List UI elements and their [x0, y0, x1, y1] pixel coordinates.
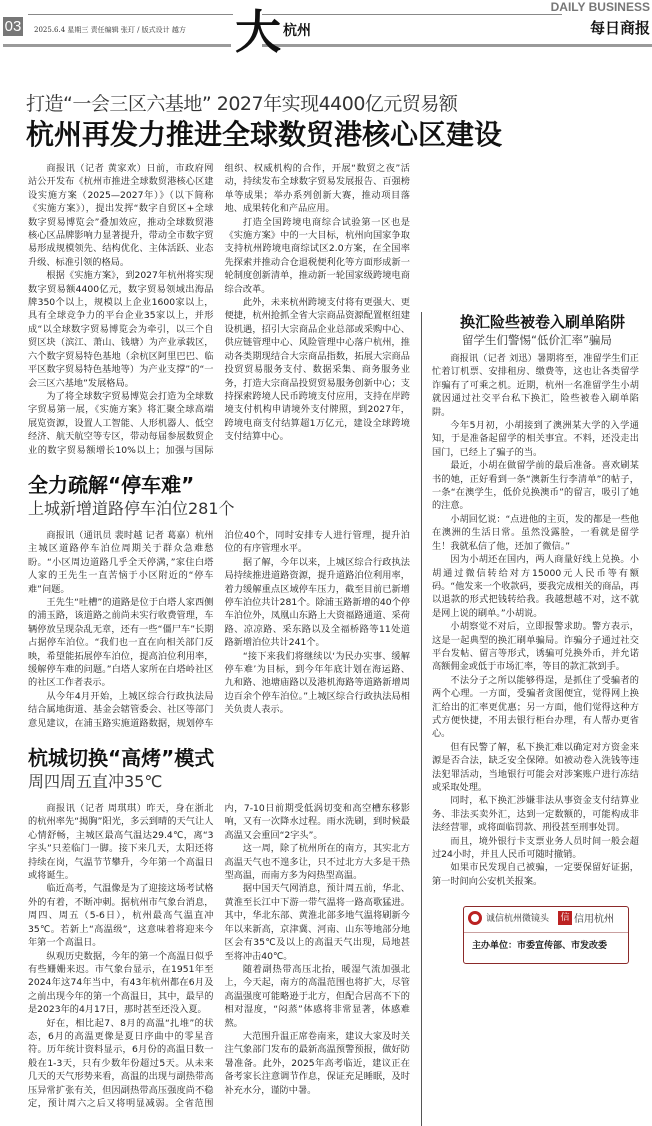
dateline: 2025.6.4 星期三 责任编辑 张玎 / 版式设计 越方 [34, 26, 186, 34]
credit-logo-icon: 信 [558, 911, 572, 925]
paragraph: 而且，境外银行卡支票业务人员时间一般会超过24小时，并且人民币可随时撤销。 [432, 835, 639, 861]
paragraph: 不法分子之所以能够得逞，是抓住了受骗者的两个心理。一方面，受骗者贪图便宜，觉得网上换汇给出的汇率更优惠；另一方面，他们觉得这种方式方便快捷，不用去银行柜台办理，有人帮办更省心。 [432, 674, 639, 740]
paragraph: 商报讯（记者 刘迅）暑期将至，准留学生们正忙着订机票、安排租房、缴费等，这也让各类留学诈骗有了可乘之机。近期，杭州一名准留学生小胡就因通过社交平台私下换汇，险些被卷入刷单陷阱。 [432, 353, 639, 418]
paragraph: 从今年4月开始，上城区综合行政执法局结合属地街道、基金会辖管委会、社区等部门意见建议，在浦玉路实施道路数据，规划停车泊位40个，同时安排专人进行管理，提升泊位的有序管理水平。 [28, 529, 410, 729]
paragraph: “接下来我们将继续以‘为民办实事、缓解停车难’为目标，到今年年底计划在海运路、九和路、池塘庙路以及港机海路等道路新增周边百余个停车泊位。”上城区综合行政执法局相关负责人表示。 [224, 650, 410, 716]
host-organizations: 主办单位：市委宣传部、市发改委 [472, 941, 608, 952]
left-column [28, 162, 410, 1126]
article1-headline: 杭州再发力推进全球数贸港核心区建设 [26, 118, 503, 151]
page-content [0, 162, 652, 1126]
paragraph: 同时，私下换汇涉嫌非法从事资金支付结算业务、非法买卖外汇，达到一定数额的，可能构成非法经营罪，或将面临罚款、刑役甚至刑事处罚。 [432, 795, 639, 834]
paragraph: 根据《实施方案》，到2027年杭州将实现数字贸易额4400亿元，数字贸易领域出海品牌350个以上，规模以上企业1600家以上，具有全球竞争力的平台企业35家以上，并形成“以全球数字贸易博览会为牵引，以三个自贸区块（滨江、萧山、钱塘）为产业承载区，六个数字贸易特色基地（余杭区阿里巴巴、临平区数字贸易特色基地等）为产业支撑”的“一会三区六基地”发展格局。 [28, 270, 214, 389]
paragraph: 这一周，除了杭州所在的南方，其实北方高温天气也不遑多让，只不过北方大多是干热型高温，而南方多为闷热型高温。 [224, 843, 410, 882]
article3-headline: 杭城切换“高烤”模式 [28, 746, 215, 771]
article4-subtitle: 留学生们警惕“低价汇率”骗局 [462, 333, 612, 347]
article1-body [28, 162, 410, 457]
paragraph: 好在，相比起7、8月的高温“扎堆”的状态，6月的高温更像是夏日序曲中的零星音符。历年统计资料显示，6月份的高温日数一般在1-3天，只有少数年份超过5天。从未来几天的天气形势来看，高温的出现与副热带高压异常扩张有关，但因副热带高压强度尚不稳定，预计周六之后又将明显减弱。全省范围内，7-10日前期受低涡切变和高空槽东移影响，又有一次降水过程。雨水洗刷，到时候最高温又会重回“2字头”。 [28, 803, 410, 1109]
header-rule-bottom-right [262, 44, 652, 47]
paragraph: 为了将全球数字贸易博览会打造为全球数字贸易第一展，《实施方案》将汇聚全球高端展览资源，设置人工智能、人形机器人、低空经济、航天航空等专区，带动每届参展数贸企业的数字贸易额增长10%以上；加强与国际组织、权威机构的合作，开展“数贸之夜”活动，持续发布全球数字贸易发展报告、百强榜单等成果；举办系列创新大赛，推动项目落地、成果转化和产品应用。 [28, 163, 410, 456]
paragraph: 小胡回忆说：“点进他的主页，发的都是一些他在澳洲的生活日常。虽然没露脸，一看就是留学生！我就私信了他，还加了微信。” [432, 513, 639, 552]
article2-body [28, 529, 410, 730]
sponsor-name-1: 诚信杭州微镜头 [486, 914, 550, 925]
article4-headline: 换汇险些被卷入刷单陷阱 [460, 313, 626, 331]
article4-body [432, 352, 639, 888]
paragraph: 今年5月初，小胡接到了澳洲某大学的入学通知，于是准备起留学的相关事宜。不料，还没走出国门，已经上了骗子的当。 [432, 420, 639, 458]
paragraph: 因为小胡还在国内，两人商量好线上兑换。小胡通过微信转给对方15000元人民币等有额码。“他发来一个收款码，要我完成相关的商品，再以退款的形式把钱转给我。我越想越不对，这不就是网上说的刷单。”小胡说。 [432, 554, 639, 619]
brand-chinese: 每日商报 [589, 19, 650, 37]
paragraph: 临近高考，气温像是为了迎接这场考试格外的有着，不断冲刺。据杭州市气象台消息，周四、周五（5-6日），杭州最高气温直冲35℃。若新上“高温级”，这意味着将迎来今年第一个高温日。 [28, 883, 214, 949]
section-logo: 大 [235, 5, 281, 59]
paragraph: 商报讯（记者 周琪琪）昨天，身在浙北的杭州率先“揭胸”阳光，多云到晴的天气让人心情舒畅，主城区最高气温达29.4℃，离“3字头”只差临门一脚。接下来几天，太阳还将持续在岗，气温节节攀升，今年第一个高温日或将诞生。 [28, 803, 214, 882]
page-number: 03 [4, 18, 22, 35]
paragraph: 小胡察觉不对后，立即报警求助。警方表示，这是一起典型的换汇刷单骗局。诈骗分子通过社交平台发帖、留言等形式，诱骗可兑换外币，并允诺高额佣金或低于市场汇率，等目的款汇款到手。 [432, 621, 639, 673]
article2 [28, 473, 410, 730]
paragraph: 如果市民发现自己被骗，一定要保留好证据，第一时间向公安机关报案。 [432, 862, 639, 887]
paragraph: 最近，小胡在做留学前的最后准备。喜欢刷某书的她，正好看到一条“澳新生行李清单”的帖子，一条“在澳学生，低价兑换澳币”的留言，吸引了她的注意。 [432, 460, 639, 512]
paragraph: 但有民警了解，私下换汇难以确定对方资金来源是否合法，缺乏安全保障。如被动卷入洗钱等违法犯罪活动，当地银行可能会对涉案账户进行冻结或采取处理。 [432, 741, 639, 793]
article3-body [28, 802, 410, 1110]
right-column [432, 312, 639, 984]
paragraph: 打造全国跨境电商综合试验第一区也是《实施方案》中的一大目标，杭州向国家争取支持杭州跨境电商综试区2.0方案，在全国率先探索并推动合仓退税便利化等方面形成新一轮制度创新清单，推动新一轮国家级跨境电商综合改革。 [224, 216, 410, 295]
section-name: 杭州 [283, 23, 311, 39]
paragraph: 此外，未来杭州跨境支付将有更强大、更便捷，杭州抢抓全省大宗商品资源配置枢纽建设机遇，招引大宗商品企业总部或采购中心、供应链管理中心、风险管理中心落户杭州，推动各类期现结合大宗商品指数，拓展大宗商品投贸贸易服务支付、数据采集、商务服务业务，打造大宗商品投贸贸易服务创新中心；支持探索跨境人民币跨境支付应用，支持在岸跨境支付机构申请境外支付牌照，到2027年，跨境电商支付结算超1万亿元，建设全球跨境支付结算中心。 [224, 297, 410, 443]
article2-headline: 全力疏解“停车难” [28, 472, 195, 497]
paragraph: 据中国天气网消息，预计周五前，华北、黄淮至长江中下游一带气温将一路高歌猛进。其中，华北东部、黄淮北部多地气温将刷新今年以来新高，京津冀、河南、山东等地部分地区会有35℃及以上的高温天气出现，局地甚至将冲击40℃。 [224, 883, 410, 962]
header-rule-top-right [262, 14, 562, 15]
article3-subtitle: 周四周五直冲35℃ [28, 772, 163, 792]
paragraph: 随着副热带高压北抬，暖湿气流加强北上，今天起，南方的高温范围也将扩大，尽管高温强度可能略逊于北方，但配合居高不下的相对湿度，“闷蒸”体感将非常显著，体感难熬。 [224, 963, 410, 1029]
banner-divider [464, 932, 628, 933]
paragraph: 大范围升温正席卷南来，建议大家及时关注气象部门发布的最新高温预警预报，做好防暑准备。此外，2025年高考临近，建议正在备考家长注意调节作息，保证充足睡眠，及时补充水分，谨防中暑。 [224, 1030, 410, 1096]
camera-lens-logo-icon [468, 911, 482, 925]
paragraph: 王先生“吐槽”的道路是位于白塔人家西侧的浦玉路，该道路之前尚未实行收费管理，车辆停放呈现杂乱无章，还有一些“僵尸车”长期占据停车泊位。“我们也一直在向相关部门反映，希望能拓展停车泊位，提高泊位利用率，缓解停车难的问题。”白塔人家所在白塔岭社区的社区工作者表示。 [28, 596, 214, 689]
article3 [28, 746, 410, 1110]
article1-kicker: 打造“一会三区六基地” 2027年实现4400亿元贸易额 [26, 93, 458, 115]
lead-headline-block [26, 92, 630, 152]
header-rule-top-left [28, 14, 233, 15]
brand-english: DAILY BUSINESS [550, 0, 650, 14]
sponsor-name-2: 信用杭州 [574, 914, 614, 926]
article2-subtitle: 上城新增道路停车泊位281个 [28, 498, 235, 518]
column-divider [421, 312, 422, 1126]
paragraph: 商报讯（记者 黄家欢）日前，市政府网站公开发布《杭州市推进全球数贸港核心区建设实施方案（2025—2027年）》（以下简称《实施方案》），提出发挥“数字自贸区+全球数字贸易博览会”叠加效应，推动全球数贸港核心区品牌影响力显著提升，带动全市数字贸易形成规模领先、结构优化、主体活跃、业态升级、标准引领的格局。 [28, 163, 214, 268]
header-rule-bottom-left [3, 44, 231, 47]
paragraph: 据了解，今年以来，上城区综合行政执法局持续推进道路资源，提升道路泊位利用率，着力缓解重点区域停车压力，截至目前已新增停车泊位共计281个。除浦玉路新增的40个停车泊位外，凤凰山东路上大资福路通道、采荷路、凉凉路、采东路以及全福桥路等11处道路新增泊位共计241个。 [224, 556, 410, 649]
paragraph: 商报讯（通讯员 裴时越 记者 葛嘉）杭州主城区道路停车泊位周期关于群众急难愁盼。“小区周边道路几乎全天停满，”家住白塔人家的王先生一直苦恼于小区附近的“停车难”问题。 [28, 529, 214, 595]
sponsor-banner [463, 906, 629, 964]
masthead [0, 0, 652, 59]
paragraph: 纵观历史数据，今年的第一个高温日似乎有些姗姗来迟。市气象台显示，在1951年至2024年这74年当中，有43年杭州都在6月及之前出现今年的第一个高温日，其中，最早的是2023年的4月17日，那时甚至还没入夏。 [28, 950, 214, 1016]
article1 [28, 162, 410, 457]
